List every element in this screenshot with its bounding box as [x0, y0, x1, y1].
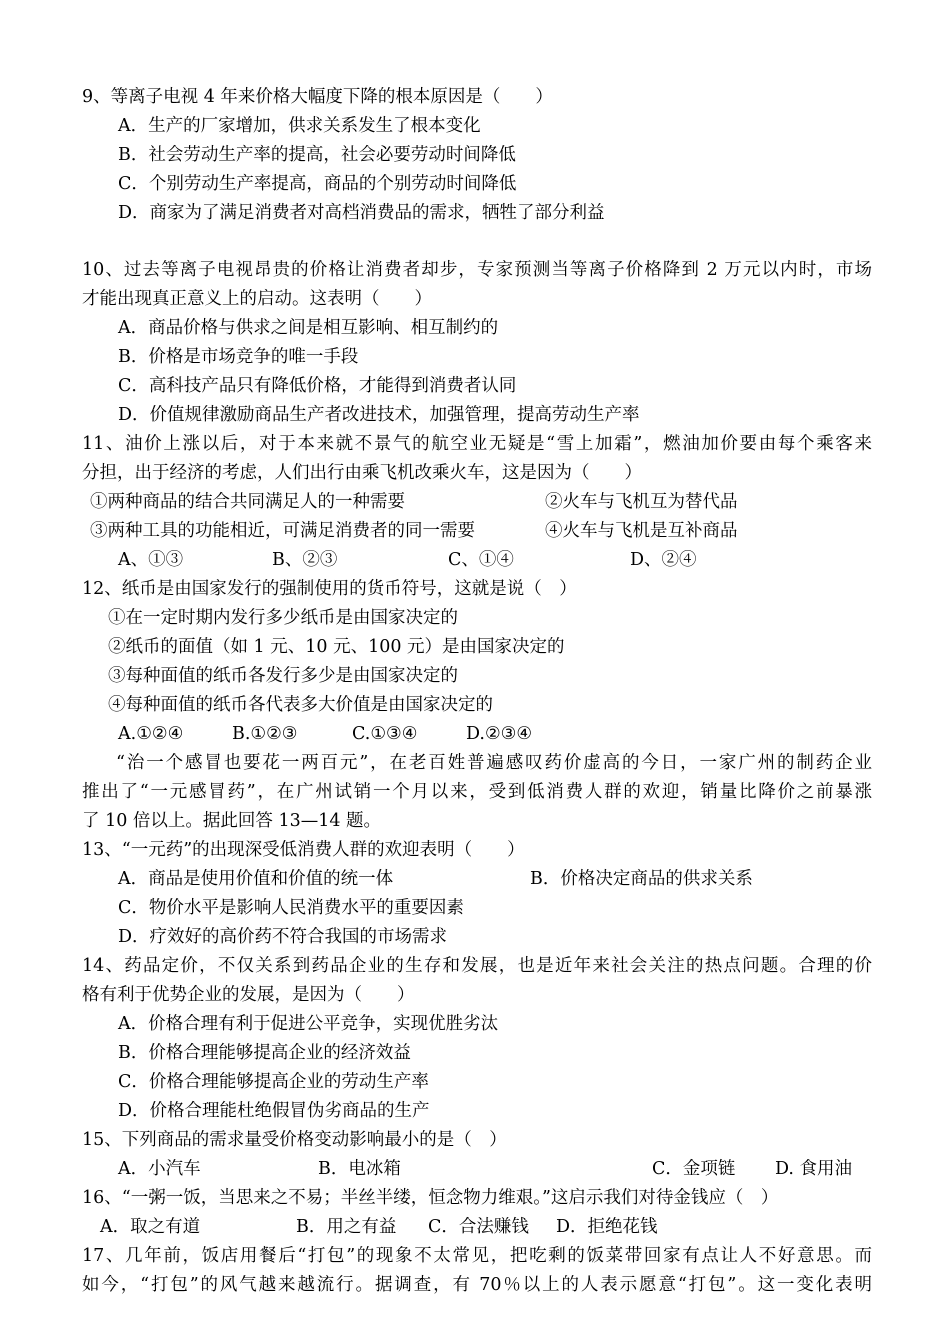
q16-option-d: D．拒绝花钱	[556, 1217, 658, 1237]
q11-option-d: D、②④	[630, 550, 697, 570]
q9-option-c: C．个别劳动生产率提高，商品的个别劳动时间降低	[118, 174, 517, 194]
q11-option-b: B、②③	[272, 550, 338, 570]
q13-option-b: B．价格决定商品的供求关系	[530, 869, 753, 889]
q13-option-a: A．商品是使用价值和价值的统一体	[118, 869, 394, 889]
q15-option-a: A．小汽车	[118, 1159, 201, 1179]
q9-option-a: A．生产的厂家增加，供求关系发生了根本变化	[118, 116, 481, 136]
q14-option-c: C．价格合理能够提高企业的劳动生产率	[118, 1072, 429, 1092]
q11-statement-3: ③两种工具的功能相近，可满足消费者的同一需要	[90, 521, 475, 541]
q16-option-a: A．取之有道	[100, 1217, 201, 1237]
q14-option-a: A．价格合理有利于促进公平竞争，实现优胜劣汰	[118, 1014, 499, 1034]
q13-option-c: C．物价水平是影响人民消费水平的重要因素	[118, 898, 464, 918]
q10-stem-line2: 才能出现真正意义上的启动。这表明（ ）	[82, 289, 432, 309]
q14-option-b: B．价格合理能够提高企业的经济效益	[118, 1043, 411, 1063]
q11-stem-line1: 11、油价上涨以后，对于本来就不景气的航空业无疑是“雪上加霜”，燃油加价要由每个乘客来	[82, 434, 872, 454]
material-line3: 了 10 倍以上。据此回答 13—14 题。	[82, 811, 382, 831]
q14-option-d: D．价格合理能杜绝假冒伪劣商品的生产	[118, 1101, 430, 1121]
q9-stem: 9、等离子电视 4 年来价格大幅度下降的根本原因是（ ）	[82, 87, 553, 107]
q10-option-b: B．价格是市场竞争的唯一手段	[118, 347, 359, 367]
q10-option-a: A．商品价格与供求之间是相互影响、相互制约的	[118, 318, 499, 338]
q11-statement-1: ①两种商品的结合共同满足人的一种需要	[90, 492, 405, 512]
q11-stem-line2: 分担，出于经济的考虑，人们出行由乘飞机改乘火车，这是因为（ ）	[82, 463, 642, 483]
q17-stem-line1: 17、几年前，饭店用餐后“打包”的现象不太常见，把吃剩的饭菜带回家有点让人不好意思。而	[82, 1246, 872, 1266]
q12-stem: 12、纸币是由国家发行的强制使用的货币符号，这就是说（ ）	[82, 579, 577, 599]
material-line1: “治一个感冒也要花一两百元”，在老百姓普遍感叹药价虚高的今日，一家广州的制药企业	[116, 753, 872, 773]
q16-option-c: C．合法赚钱	[428, 1217, 529, 1237]
q12-option-a: A.①②④	[118, 724, 184, 744]
q12-option-d: D.②③④	[466, 724, 533, 744]
q9-option-b: B．社会劳动生产率的提高，社会必要劳动时间降低	[118, 145, 516, 165]
q11-statement-4: ④火车与飞机是互补商品	[545, 521, 738, 541]
q10-option-c: C．高科技产品只有降低价格，才能得到消费者认同	[118, 376, 517, 396]
q12-statement-1: ①在一定时期内发行多少纸币是由国家决定的	[108, 608, 458, 628]
q15-option-c: C．金项链	[652, 1159, 736, 1179]
q14-stem-line1: 14、药品定价，不仅关系到药品企业的生存和发展，也是近年来社会关注的热点问题。合理的价	[82, 956, 872, 976]
q13-option-d: D．疗效好的高价药不符合我国的市场需求	[118, 927, 448, 947]
material-line2: 推出了“一元感冒药”，在广州试销一个月以来，受到低消费人群的欢迎，销量比降价之前暴涨	[82, 782, 872, 802]
q12-statement-3: ③每种面值的纸币各发行多少是由国家决定的	[108, 666, 458, 686]
q15-option-d: D. 食用油	[775, 1159, 853, 1179]
q16-stem: 16、“一粥一饭，当思来之不易；半丝半缕，恒念物力维艰。”这启示我们对待金钱应（ ）	[82, 1188, 779, 1208]
q12-statement-4: ④每种面值的纸币各代表多大价值是由国家决定的	[108, 695, 493, 715]
q13-stem: 13、“一元药”的出现深受低消费人群的欢迎表明（ ）	[82, 840, 525, 860]
q11-statement-2: ②火车与飞机互为替代品	[545, 492, 738, 512]
q10-option-d: D．价值规律激励商品生产者改进技术，加强管理，提高劳动生产率	[118, 405, 640, 425]
q11-option-a: A、①③	[118, 550, 184, 570]
q11-option-c: C、①④	[448, 550, 514, 570]
q12-option-b: B.①②③	[232, 724, 298, 744]
q9-option-d: D．商家为了满足消费者对高档消费品的需求，牺牲了部分利益	[118, 203, 605, 223]
q15-option-b: B．电冰箱	[318, 1159, 401, 1179]
q15-stem: 15、下列商品的需求量受价格变动影响最小的是（ ）	[82, 1130, 507, 1150]
q17-stem-line2: 如今，“打包”的风气越来越流行。据调查，有 70％以上的人表示愿意“打包”。这一变化表明	[82, 1275, 872, 1295]
q12-statement-2: ②纸币的面值（如 1 元、10 元、100 元）是由国家决定的	[108, 637, 565, 657]
q14-stem-line2: 格有利于优势企业的发展，是因为（ ）	[82, 985, 415, 1005]
q12-option-c: C.①③④	[352, 724, 418, 744]
q10-stem-line1: 10、过去等离子电视昂贵的价格让消费者却步，专家预测当等离子价格降到 2 万元以内时，市场	[82, 260, 872, 280]
q16-option-b: B．用之有益	[296, 1217, 397, 1237]
